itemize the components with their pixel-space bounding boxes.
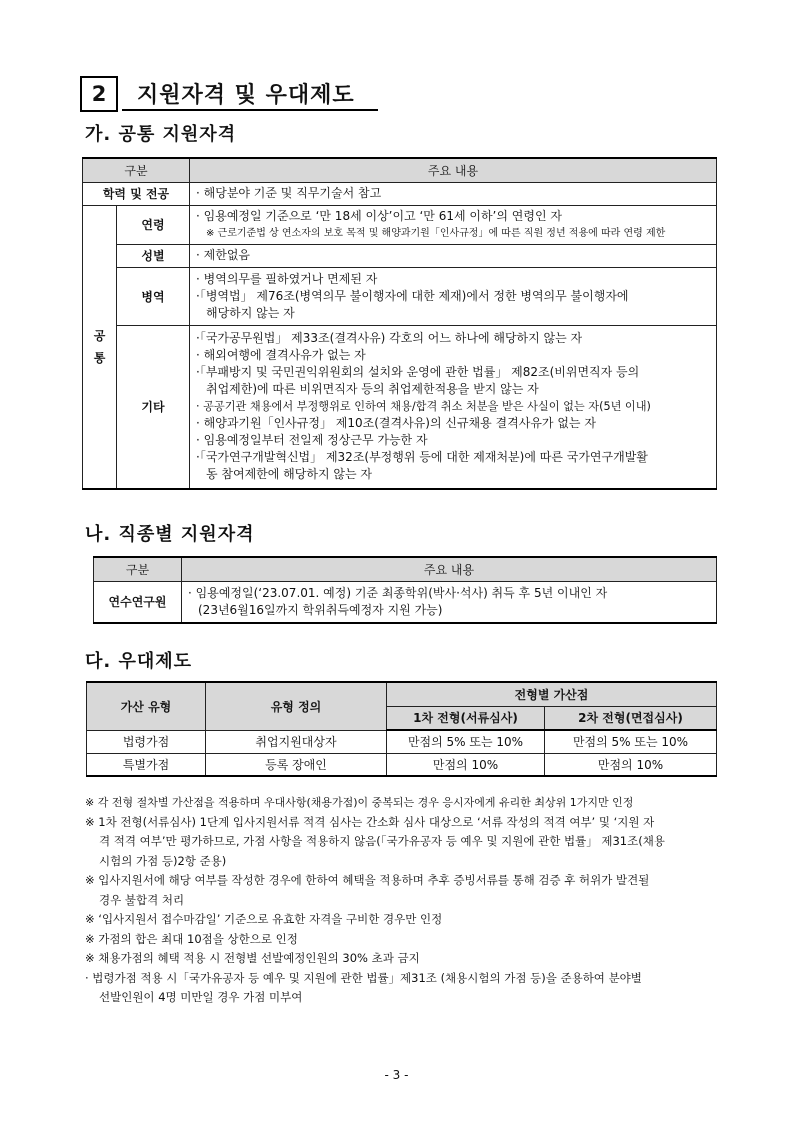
edu-label: 학력 및 전공 xyxy=(83,182,190,205)
header-stage1: 1차 전형(서류심사) xyxy=(387,706,545,730)
etc-line: · 임용예정일부터 전일제 정상근무 가능한 자 xyxy=(196,433,428,448)
common-group-char-2: 통 xyxy=(93,350,106,365)
header-stage2: 2차 전형(면접심사) xyxy=(545,706,717,730)
etc-line: 동 참여제한에 해당하지 않는 자 xyxy=(206,467,372,482)
subsection-c-title: 다. 우대제도 xyxy=(85,651,193,672)
military-line: 해당하지 않는 자 xyxy=(206,305,295,320)
header-content: 주요 내용 xyxy=(190,158,717,182)
etc-line: · 해외여행에 결격사유가 없는 자 xyxy=(196,348,366,363)
notes-block xyxy=(85,793,725,1008)
bonus-definition-cell: 등록 장애인 xyxy=(206,753,387,776)
etc-content xyxy=(190,325,717,489)
note-line: ※ 채용가점의 혜택 적용 시 전형별 선발예정인원의 30% 초과 금지 xyxy=(85,951,420,965)
common-group-char-1: 공 xyxy=(93,328,106,343)
etc-line: · 해양과기원「인사규정」 제10조(결격사유)의 신규채용 결격사유가 없는 자 xyxy=(196,416,596,431)
header-category: 구분 xyxy=(83,158,190,182)
section-title-underline xyxy=(122,109,378,111)
military-label: 병역 xyxy=(117,267,190,325)
military-line: ·「병역법」 제76조(병역의무 불이행자에 대한 제재)에서 정한 병역의무 불이행자에 xyxy=(196,288,629,303)
common-qualification-table xyxy=(82,157,717,490)
researcher-line: (23년6월16일까지 학위취득예정자 지원 가능) xyxy=(198,602,443,617)
note-line: ※ 각 전형 절차별 가산점을 적용하며 우대사항(채용가점)이 중복되는 경우 응시자에게 유리한 최상위 1가지만 인정 xyxy=(85,796,634,809)
researcher-line: · 임용예정일(‘23.07.01. 예정) 기준 최종학위(박사·석사) 취득 후 5년 이내인 자 xyxy=(188,585,608,600)
bonus-stage1-cell: 만점의 10% xyxy=(387,753,545,776)
note-line: 격 적격 여부’만 평가하므로, 가점 사항을 적용하지 않음(「국가유공자 등 예우 및 지원에 관한 법률」 제31조(채용 xyxy=(99,834,665,848)
section-title: 지원자격 및 우대제도 xyxy=(137,83,355,108)
header-stage-bonus: 전형별 가산점 xyxy=(387,682,717,706)
note-line: ※ ‘입사지원서 접수마감일’ 기준으로 유효한 자격을 구비한 경우만 인정 xyxy=(85,912,443,926)
bonus-type-cell: 특별가점 xyxy=(87,753,206,776)
note-line: ※ 1차 전형(서류심사) 1단계 입사지원서류 적격 심사는 간소화 심사 대상으로 ‘서류 작성의 적격 여부’ 및 ‘지원 자 xyxy=(85,814,655,829)
job-qualification-table xyxy=(93,556,717,624)
etc-line: 취업제한)에 따른 비위면직자 등의 취업제한적용을 받지 않는 자 xyxy=(206,382,539,397)
age-note: ※ 근로기준법 상 연소자의 보호 목적 및 해양과기원「인사규정」에 따른 직원 정년 적용에 따라 연령 제한 xyxy=(206,227,666,239)
note-line: · 법령가점 적용 시「국가유공자 등 예우 및 지원에 관한 법률」제31조 (채용시험의 가점 등)을 준용하여 분야별 xyxy=(85,970,642,985)
note-line: 선발인원이 4명 미만일 경우 가점 미부여 xyxy=(99,990,303,1004)
section-number: 2 xyxy=(91,82,107,106)
bonus-stage1-cell: 만점의 5% 또는 10% xyxy=(387,730,545,753)
researcher-label: 연수연구원 xyxy=(94,581,182,623)
section-number-box xyxy=(80,76,118,112)
etc-line: · 공공기관 채용에서 부정행위로 인하여 채용/합격 취소 처분을 받은 사실이 없는 자(5년 이내) xyxy=(196,400,651,414)
header-definition: 유형 정의 xyxy=(206,682,387,730)
bonus-point-table xyxy=(86,681,717,777)
note-line: ※ 입사지원서에 해당 여부를 작성한 경우에 한하여 혜택을 적용하며 추후 증빙서류를 통해 검증 후 허위가 발견될 xyxy=(85,873,650,887)
bonus-stage2-cell: 만점의 10% xyxy=(545,753,717,776)
bonus-type-cell: 법령가점 xyxy=(87,730,206,753)
gender-label: 성별 xyxy=(117,244,190,267)
subsection-b-title: 나. 직종별 지원자격 xyxy=(85,524,255,545)
researcher-content xyxy=(182,581,717,623)
etc-line: ·「국가연구개발혁신법」 제32조(부정행위 등에 대한 제재처분)에 따른 국가연구개발활 xyxy=(196,450,648,465)
bonus-definition-cell: 취업지원대상자 xyxy=(206,730,387,753)
bonus-stage2-cell: 만점의 5% 또는 10% xyxy=(545,730,717,753)
header-content: 주요 내용 xyxy=(182,557,717,581)
etc-line: ·「국가공무원법」 제33조(결격사유) 각호의 어느 하나에 해당하지 않는 자 xyxy=(196,331,583,346)
note-line: ※ 가점의 합은 최대 10점을 상한으로 인정 xyxy=(85,931,298,946)
military-line: · 병역의무를 필하였거나 면제된 자 xyxy=(196,271,378,286)
edu-text: · 해당분야 기준 및 직무기술서 참고 xyxy=(190,182,717,205)
age-line: · 임용예정일 기준으로 ‘만 18세 이상’이고 ‘만 61세 이하’의 연령인 자 xyxy=(196,208,562,223)
common-group-label xyxy=(83,205,117,489)
note-line: 경우 불합격 처리 xyxy=(99,892,185,907)
etc-line: ·「부패방지 및 국민권익위원회의 설치와 운영에 관한 법률」 제82조(비위면직자 등의 xyxy=(196,365,640,380)
etc-label: 기타 xyxy=(117,325,190,489)
header-category: 구분 xyxy=(94,557,182,581)
header-bonus-type: 가산 유형 xyxy=(87,682,206,730)
age-label: 연령 xyxy=(117,205,190,244)
note-line: 시험의 가점 등)2항 준용) xyxy=(99,853,227,868)
gender-text: · 제한없음 xyxy=(190,244,717,267)
military-content xyxy=(190,267,717,325)
page-number: - 3 - xyxy=(384,1068,409,1082)
subsection-a-title: 가. 공통 지원자격 xyxy=(85,124,237,145)
age-content xyxy=(190,205,717,244)
